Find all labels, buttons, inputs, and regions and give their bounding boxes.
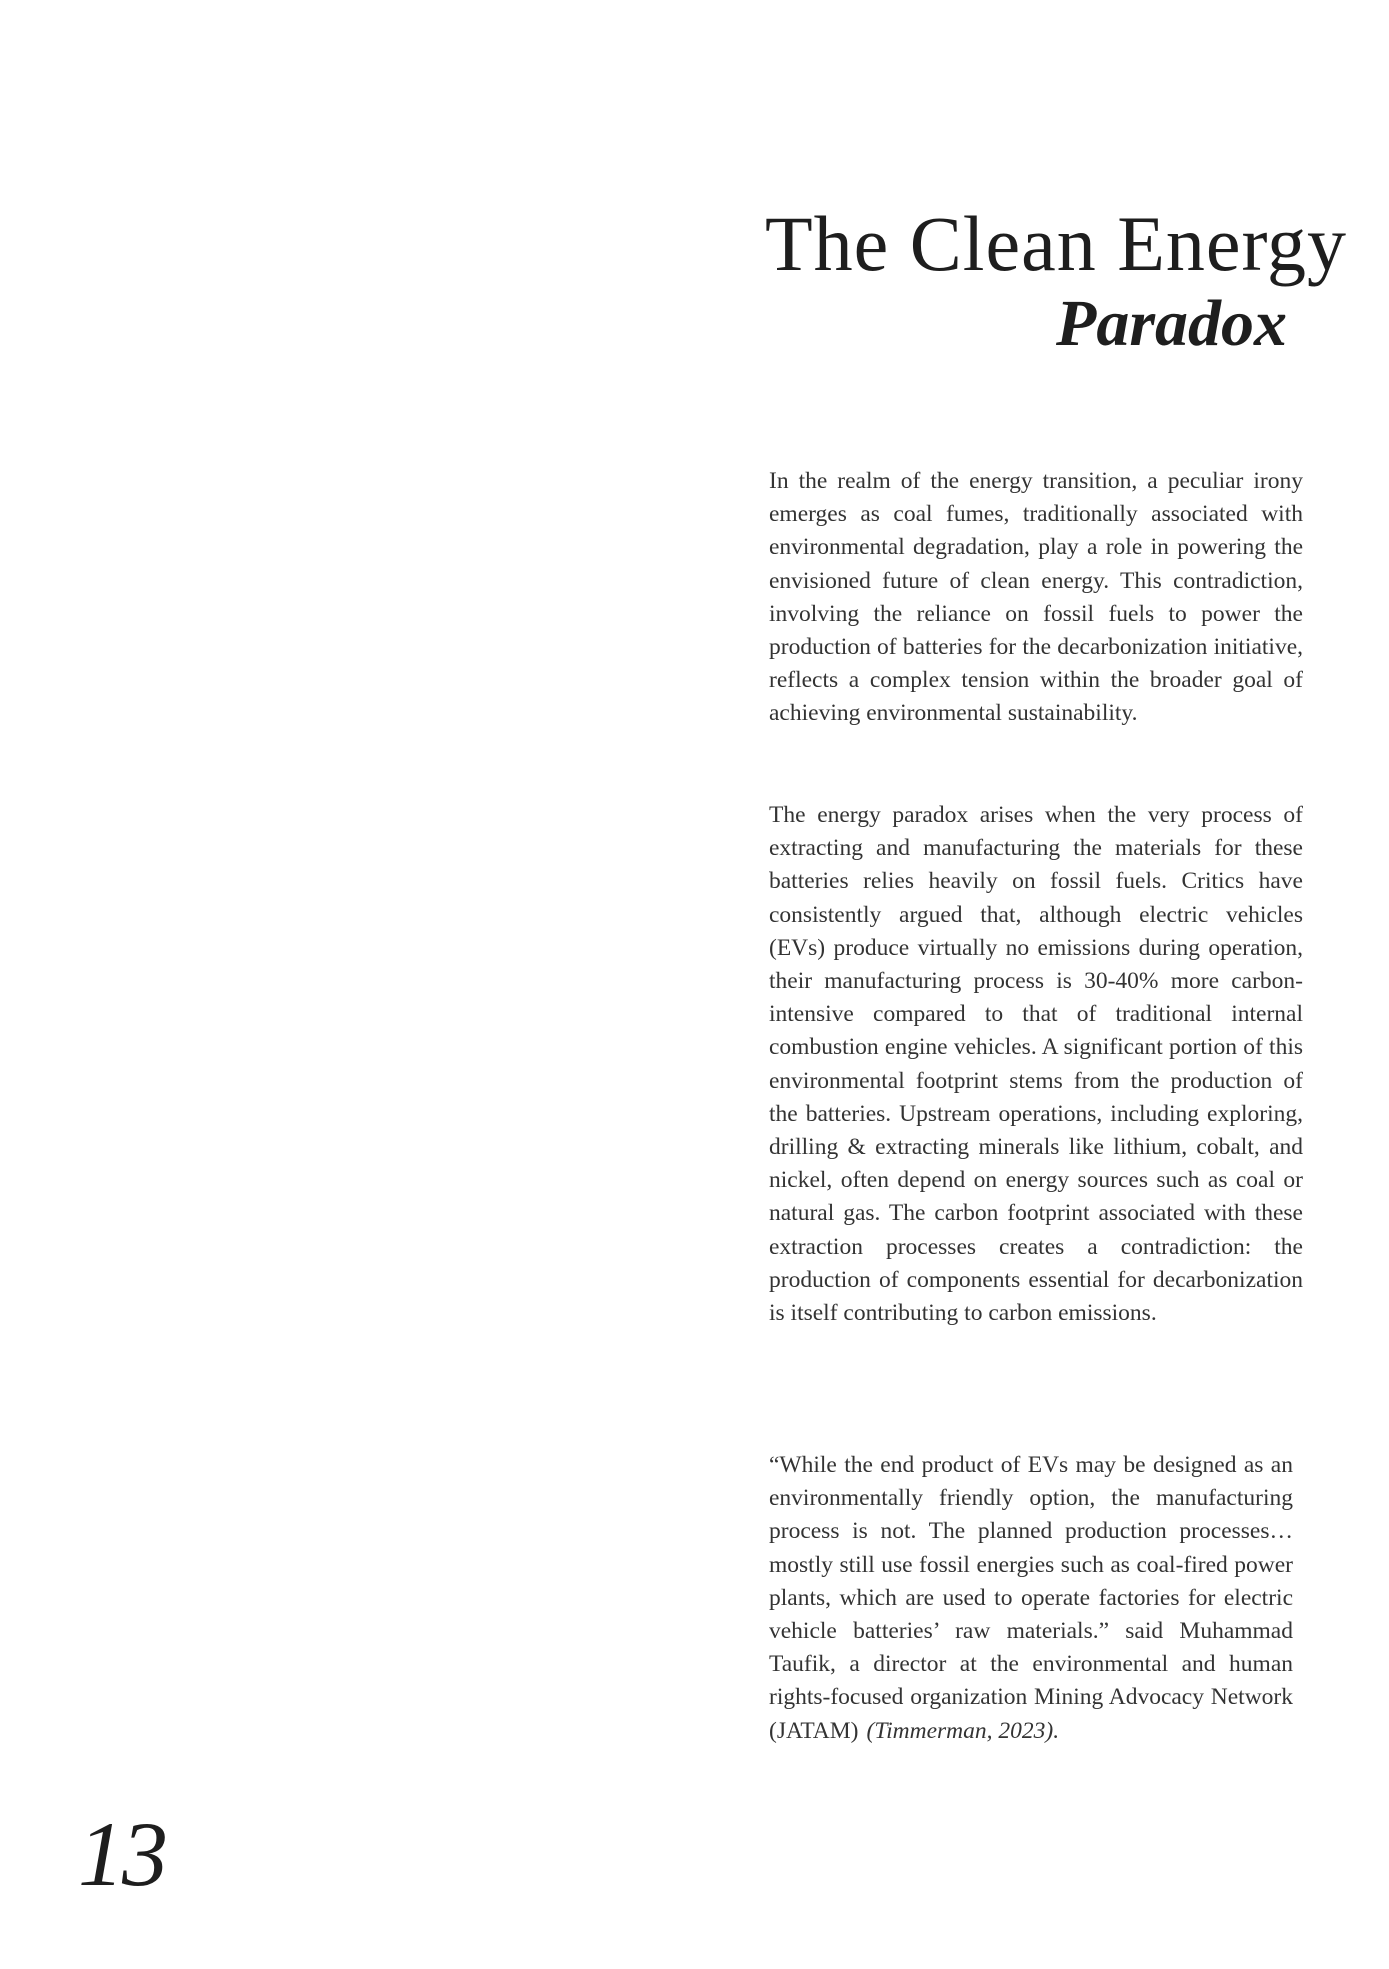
body-paragraph-1: In the realm of the energy transition, a peculiar irony emerges as coal fumes, traditionally associated with environmental degradation, play a role in powering the envisioned future of clean energy. This contradiction, involving the reliance on fossil fuels to power the production of batteries for the decarbonization initiative, reflects a complex tension within the broader goal of achieving environmental sustainability. [769,468,1303,727]
page-number: 13 [78,1803,166,1905]
title-line-main: The Clean Energy [765,200,1348,287]
body-paragraph-2: The energy paradox arises when the very process of extracting and manufacturing the materials for these batteries relies heavily on fossil fuels. Critics have consistently argued that, although electric vehicles (EVs) produce virtually no emissions during operation, their manufacturing process is 30-40% more carbon-intensive compared to that of traditional internal combustion engine vehicles. A significant portion of this environmental footprint stems from the production of the batteries. Upstream operations, including exploring, drilling & extracting minerals like lithium, cobalt, and nickel, often depend on energy sources such as coal or natural gas. The carbon footprint associated with these extraction processes creates a contradiction: the production of components essential for decarbonization is itself contributing to carbon emissions. [769,802,1303,1327]
quote-text: “While the end product of EVs may be designed as an environmentally friendly option, the manufacturing process is not. The planned production processes… mostly still use fossil energies such as coal-fired power plants, which are used to operate factories for electric vehicle batteries’ raw materials.” said Muhammad Taufik, a director at the environmental and human rights-focused organization Mining Advocacy Network (JATAM) [769,1452,1293,1744]
article-title [765,200,1348,361]
quote-citation: (Timmerman, 2023). [866,1717,1060,1744]
quote-paragraph [769,1449,1293,1748]
title-line-italic: Paradox [1056,287,1287,361]
